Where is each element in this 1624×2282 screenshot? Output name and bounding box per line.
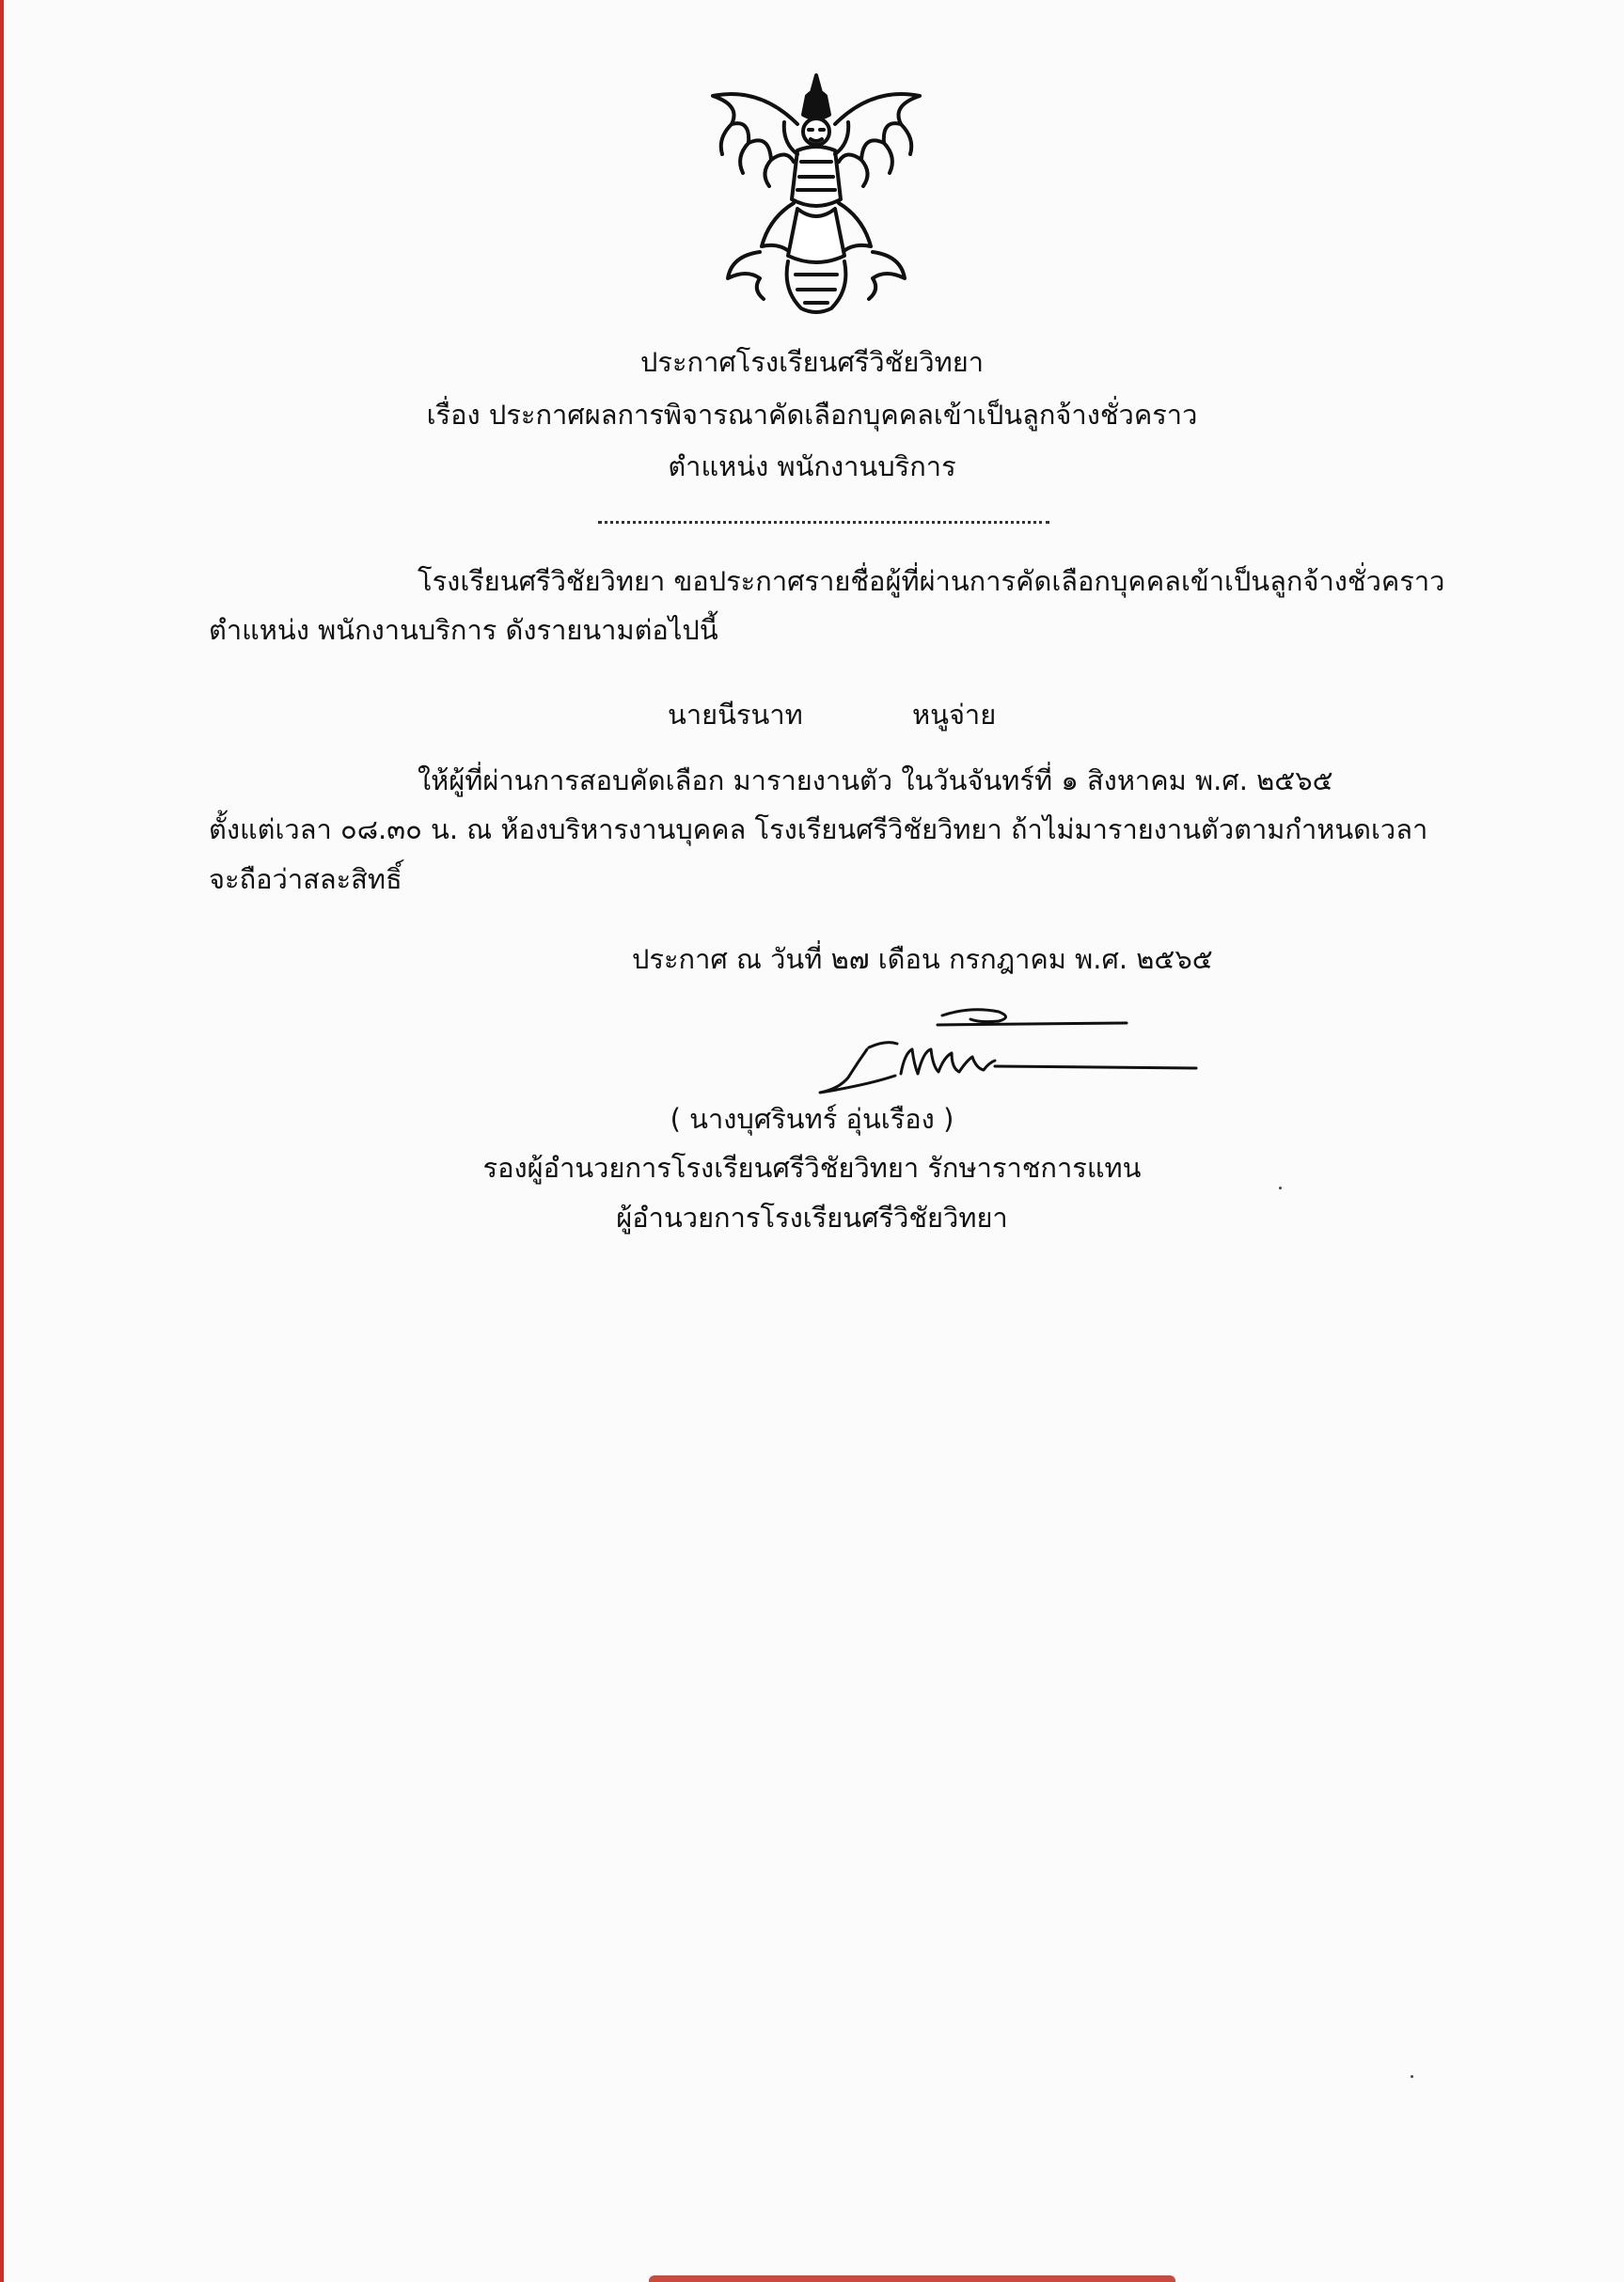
announcement-title: ประกาศโรงเรียนศรีวิชัยวิทยา (639, 346, 985, 378)
dotted-divider (598, 506, 1049, 524)
announcement-subject: เรื่อง ประกาศผลการพิจารณาคัดเลือกบุคคลเข้าเป็นลูกจ้างชั่วคราว (426, 399, 1198, 431)
paper-speck (1411, 2075, 1413, 2078)
announce-date: ประกาศ ณ วันที่ ๒๗ เดือน กรกฎาคม พ.ศ. ๒๕๖๕ (632, 943, 1213, 975)
paper-speck (1279, 1187, 1282, 1189)
paragraph-1-line-2: ตำแหน่ง พนักงานบริการ ดังรายนามต่อไปนี้ (209, 614, 718, 646)
signer-position-line-1: รองผู้อำนวยการโรงเรียนศรีวิชัยวิทยา รักษาราชการแทน (482, 1152, 1142, 1184)
announcement-position: ตำแหน่ง พนักงานบริการ (668, 450, 956, 482)
signer-name: ( นางบุศรินทร์ อุ่นเรือง ) (670, 1103, 954, 1135)
paragraph-1-line-1: โรงเรียนศรีวิชัยวิทยา ขอประกาศรายชื่อผู้ที่ผ่านการคัดเลือกบุคคลเข้าเป็นลูกจ้างชั่วคราว (418, 565, 1445, 597)
signer-position-line-2: ผู้อำนวยการโรงเรียนศรีวิชัยวิทยา (616, 1202, 1008, 1234)
selected-person-last-name: หนูจ่าย (912, 699, 997, 731)
paragraph-2-line-2: ตั้งแต่เวลา ๐๘.๓๐ น. ณ ห้องบริหารงานบุคคล โรงเรียนศรีวิชัยวิทยา ถ้าไม่มารายงานตัวตามกำหนดเวลา (209, 813, 1428, 845)
handwritten-signature (811, 995, 1206, 1098)
selected-person-first-name: นายนีรนาท (668, 699, 803, 731)
garuda-emblem-icon (703, 68, 929, 322)
page-bottom-mark (649, 2275, 1175, 2282)
paragraph-2-line-1: ให้ผู้ที่ผ่านการสอบคัดเลือก มารายงานตัว ในวันจันทร์ที่ ๑ สิงหาคม พ.ศ. ๒๕๖๕ (418, 764, 1333, 796)
paragraph-2-line-3: จะถือว่าสละสิทธิ์ (209, 863, 402, 895)
